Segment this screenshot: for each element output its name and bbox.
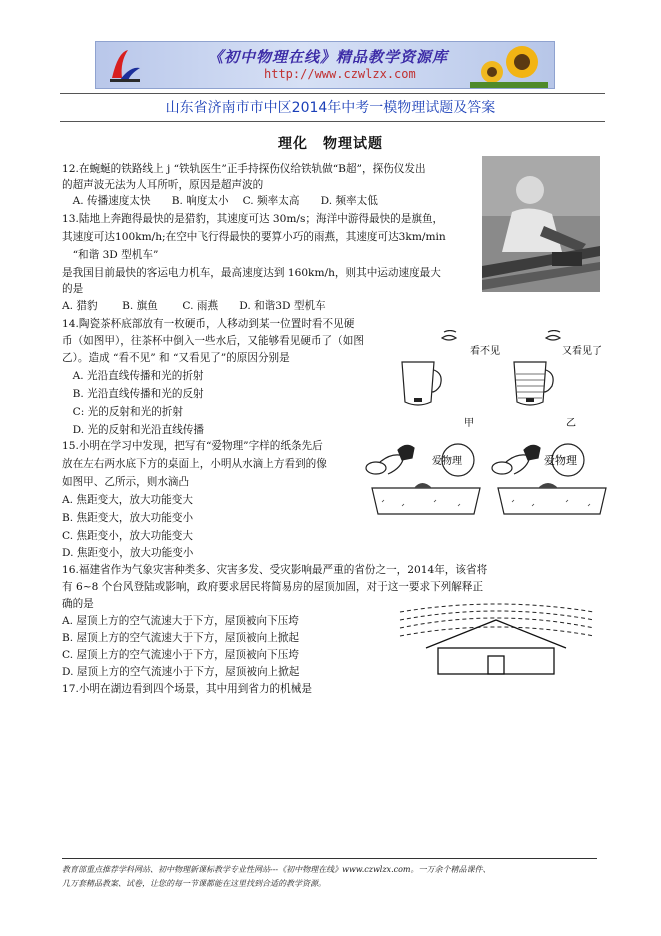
text-line-q16-7: D. 屋顶上方的空气流速小于下方，屋顶被向上掀起 bbox=[62, 666, 300, 678]
document-title: 山东省济南市市中区2014年中考一模物理试题及答案 bbox=[165, 100, 496, 116]
caption-yi: 乙 bbox=[566, 418, 576, 429]
label-seen-again: 又看见了 bbox=[562, 346, 602, 357]
text-line-q12-3: A. 传播速度太快 B. 响度太小 C. 频率太高 D. 频率太低 bbox=[62, 195, 378, 207]
text-line-q17-1: 17.小明在湖边看到四个场景，其中用到省力的机械是 bbox=[62, 683, 312, 695]
text-line-q13-6: A. 猎豹 B. 旗鱼 C. 雨燕 D. 和谐3D 型机车 bbox=[62, 300, 326, 312]
text-line-q16-4: A. 屋顶上方的空气流速大于下方，屋顶被向下压垮 bbox=[62, 615, 299, 627]
text-line-q16-3: 确的是 bbox=[62, 598, 94, 610]
text-line-q16-6: C. 屋顶上方的空气流速小于下方，屋顶被向下压垮 bbox=[62, 649, 299, 661]
text-line-q14-7: D. 光的反射和光沿直线传播 bbox=[62, 424, 204, 436]
text-line-q15-6: C. 焦距变小，放大功能变大 bbox=[62, 530, 193, 542]
text-line-q12-2: 的超声波无法为人耳所听，原因是超声波的 bbox=[62, 179, 264, 191]
fig15-word-left: 爱物理 bbox=[432, 456, 462, 467]
text-line-q15-5: B. 焦距变大，放大功能变小 bbox=[62, 512, 194, 524]
subject-heading: 理化 物理试题 bbox=[278, 136, 383, 152]
site-logo-icon bbox=[108, 48, 142, 84]
text-line-q14-5: B. 光沿直线传播和光的反射 bbox=[62, 388, 204, 400]
text-line-q15-2: 放在左右两水底下方的桌面上，小明从水滴上方看到的像 bbox=[62, 458, 327, 470]
text-line-q14-1: 14.陶瓷茶杯底部放有一枚硬币，人移动到某一位置时看不见硬 bbox=[62, 318, 355, 330]
text-line-q14-4: A. 光沿直线传播和光的折射 bbox=[62, 370, 204, 382]
cup-coin-figure bbox=[384, 330, 614, 430]
text-line-q16-5: B. 屋顶上方的空气流速大于下方，屋顶被向上掀起 bbox=[62, 632, 299, 644]
text-line-q13-2: 其速度可达100km/h;在空中飞行得最快的要算小巧的雨燕，其速度可达3km/min bbox=[62, 231, 446, 243]
header-rule bbox=[60, 93, 605, 94]
label-not-seen: 看不见 bbox=[470, 346, 500, 357]
footer-line-1: 教育部重点推荐学科网站、初中物理新课标教学专业性网站---《初中物理在线》www.czwlzx.com。一万余个精品课件、 bbox=[62, 865, 491, 874]
sunflower-icon bbox=[470, 42, 548, 88]
text-line-q13-4: 是我国目前最快的客运电力机车，最高速度达到 160km/h，则其中运动速度最大 bbox=[62, 267, 441, 279]
footer-line-2: 几万套精品教案、试卷，让您的每一节课都能在这里找到合适的教学资源。 bbox=[62, 879, 326, 888]
text-line-q16-2: 有 6~8 个台风登陆或影响，政府要求居民将简易房的屋顶加固，对于这一要求下列解释正 bbox=[62, 581, 484, 593]
house-airflow-figure bbox=[396, 598, 600, 678]
text-line-q12-1: 12.在蜿蜒的铁路线上 j “铁轨医生”正手持探伤仪给铁轨做“B超”，探伤仪发出 bbox=[62, 163, 426, 175]
banner-url[interactable]: http://www.czwlzx.com bbox=[264, 67, 416, 81]
text-line-q15-4: A. 焦距变大，放大功能变大 bbox=[62, 494, 193, 506]
text-line-q15-1: 15.小明在学习中发现，把写有“爱物理”字样的纸条先后 bbox=[62, 440, 323, 452]
text-line-q13-3: “和谐 3D 型机车” bbox=[62, 249, 159, 261]
text-line-q14-2: 币（如图甲），往茶杯中倒入一些水后，又能够看见硬币了（如图 bbox=[62, 335, 364, 347]
rail-inspector-photo bbox=[482, 156, 600, 292]
water-drop-figure bbox=[362, 432, 614, 522]
text-line-q14-6: C: 光的反射和光的折射 bbox=[62, 406, 183, 418]
text-line-q15-3: 如图甲、乙所示，则水滴凸 bbox=[62, 476, 190, 488]
caption-jia: 甲 bbox=[464, 418, 474, 429]
text-line-q15-7: D. 焦距变小，放大功能变小 bbox=[62, 547, 194, 559]
banner-title: 《初中物理在线》精品教学资源库 bbox=[208, 48, 449, 66]
text-line-q16-1: 16.福建省作为气象灾害种类多、灾害多发、受灾影响最严重的省份之一，2014年，该省将 bbox=[62, 564, 488, 576]
text-line-q14-3: 乙）。造成 “看不见” 和 “又看见了”的原因分别是 bbox=[62, 352, 290, 364]
footer-rule bbox=[62, 858, 597, 859]
text-line-q13-1: 13.陆地上奔跑得最快的是猎豹，其速度可达 30m/s；海洋中游得最快的是旗鱼， bbox=[62, 213, 444, 225]
site-banner bbox=[95, 41, 555, 89]
text-line-q13-5: 的是 bbox=[62, 283, 84, 295]
title-rule bbox=[60, 121, 605, 122]
fig15-word-right: 爱物理 bbox=[544, 454, 577, 467]
